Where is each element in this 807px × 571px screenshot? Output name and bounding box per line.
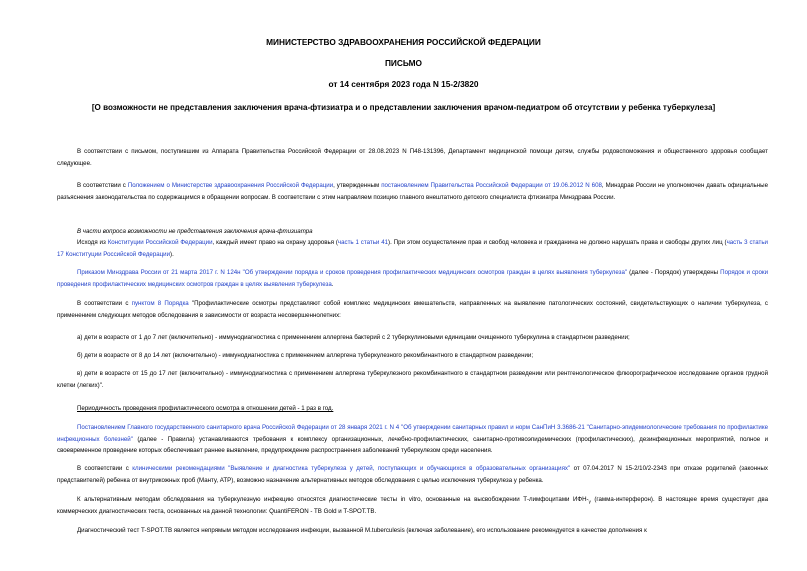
section-heading-phthisiatrician: В части вопроса возможности не представления заключения врача-фтизиатра	[77, 228, 313, 235]
list-item-c: в) дети в возрасте от 15 до 17 лет (включительно) - иммунодиагностика с применением аллергена туберкулезного рекомбинантного в стандартном разведении или рентгенологическое флюорографическое исследование органов грудной клетки (легких)".	[57, 370, 768, 389]
link-article-41[interactable]: часть 1 статьи 41	[337, 239, 389, 246]
paragraph-clause-8: В соответствии с пунктом 8 Порядка "Профилактические осмотры представляют собой комплекс медицинских вмешательств, направленных на выявление патологических состояний, свидетельствующих о наличии туберкулеза, с применением следующих методов обследования в зависимости от возраста несовершеннолетних:	[57, 300, 768, 319]
paragraph-intro: В соответствии с письмом, поступившим из Аппарата Правительства Российской Федерации от 28.08.2023 N П48-131396, Департамент медицинской помощи детям, службы родовспоможения и общественного здоровья сообщает следующее.	[57, 148, 768, 167]
link-government-decree-608[interactable]: постановлением Правительства Российской Федерации от 19.06.2012 N 608	[381, 182, 602, 189]
document-type-heading: ПИСЬМО	[384, 58, 423, 68]
paragraph-tspot-test: Диагностический тест T-SPOT.TB является непрямым методом исследования инфекции, вызванной M.tuberculesis (включая заболевание), его использование рекомендуется в качестве дополнения к	[77, 527, 647, 534]
link-article-17[interactable]: часть 3 статьи 17 Конституции Российской Федерации	[57, 239, 768, 258]
link-ministry-regulation[interactable]: Положением о Министерстве здравоохранения Российской Федерации	[127, 182, 334, 189]
list-item-b: б) дети в возрасте от 8 до 14 лет (включительно) - иммунодиагностика с применением аллергена туберкулезного рекомбинантного в стандартном разведении;	[77, 352, 534, 359]
link-order-124n[interactable]: Приказом Минздрава России от 21 марта 2017 г. N 124н "Об утверждении порядка и сроков проведения профилактических медицинских осмотров граждан в целях выявления туберкулеза"	[77, 269, 628, 276]
paragraph-sanpin: Постановлением Главного государственного санитарного врача Российской Федерации от 28 января 2021 г. N 4 "Об утверждении санитарных правил и норм СанПиН 3.3686-21 "Санитарно-эпидемиологические требования по профилактике инфекционных болезней" (далее - Правила) устанавливаются требования к комплексу организационных, лечебно-профилактических, санитарно-противоэпидемических (профилактических), дезинфекционных мероприятий, полное и своевременное проведение которых обеспечивает раннее выявление, предупреждение распространения заболеваний туберкулезом среди населения.	[57, 424, 769, 454]
document-date-heading: от 14 сентября 2023 года N 15-2/3820	[328, 79, 479, 89]
link-procedure[interactable]: Порядок и сроки проведения профилактических медицинских осмотров граждан в целях выявления туберкулеза	[57, 269, 769, 288]
document-subject-heading: [О возможности не представления заключения врача-фтизиатра и о представлении заключения врачом-педиатром об отсутствии у ребенка туберкулеза]	[91, 103, 716, 112]
paragraph-constitution: Исходя из Конституции Российской Федерации, каждый имеет право на охрану здоровья (часть 1 статьи 41). При этом осуществление прав и свобод человека и гражданина не должно нарушать права и свободы других лиц (часть 3 статьи 17 Конституции Российской Федерации).	[57, 239, 768, 258]
link-clause-8[interactable]: пунктом 8 Порядка	[131, 300, 189, 307]
link-constitution[interactable]: Конституции Российской Федерации	[107, 239, 213, 246]
paragraph-clinical-recommendations: В соответствии с клиническими рекомендациями "Выявление и диагностика туберкулеза у детей, поступающих и обучающихся в образовательных организациях" от 07.04.2017 N 15-2/10/2-2343 при отказе родителей (законных представителей) ребенка от внутрикожных проб (Манту, АТР), возможно назначение альтернативных методов обследования с целью исключения туберкулеза у ребенка.	[57, 465, 768, 484]
link-sanpin-decree[interactable]: Постановлением Главного государственного санитарного врача Российской Федерации от 28 января 2021 г. N 4 "Об утверждении санитарных правил и норм СанПиН 3.3686-21 "Санитарно-эпидемиологические требования по профилактике инфекционных болезней"	[57, 424, 768, 443]
paragraph-authority: В соответствии с Положением о Министерстве здравоохранения Российской Федерации, утвержденным постановлением Правительства Российской Федерации от 19.06.2012 N 608, Минздрав России не уполномочен давать официальные разъяснения законодательства по содержащимся в обращении вопросам. В соответствии с этим направляем позицию главного внештатного детского специалиста фтизиатра Минздрава России.	[57, 182, 768, 201]
paragraph-periodicity: Периодичность проведения профилактического осмотра в отношении детей - 1 раз в год.	[77, 405, 334, 412]
list-item-a: а) дети в возрасте от 1 до 7 лет (включительно) - иммунодиагностика с применением аллергена бактерий с 2 туберкулиновыми единицами очищенного туберкулина в стандартном разведении;	[77, 334, 630, 341]
link-clinical-recommendations[interactable]: клиническими рекомендациями "Выявление и диагностика туберкулеза у детей, поступающих и обучающихся в образовательных организациях"	[132, 465, 571, 472]
paragraph-alternative-methods: К альтернативным методам обследования на туберкулезную инфекцию относятся диагностические тесты in vitro, основанные на высвобождении Т-лимфоцитами ИФН-$_\gamma$ (гамма-интерферон). В настоящее время существует два коммерческих диагностических теста, основанных на данной технологии: QuantiFERON - TB Gold и T-SPOT.TB.	[57, 496, 768, 515]
ministry-heading: МИНИСТЕРСТВО ЗДРАВООХРАНЕНИЯ РОССИЙСКОЙ ФЕДЕРАЦИИ	[266, 37, 541, 47]
paragraph-order-124n: Приказом Минздрава России от 21 марта 2017 г. N 124н "Об утверждении порядка и сроков проведения профилактических медицинских осмотров граждан в целях выявления туберкулеза" (далее - Порядок) утверждены Порядок и сроки проведения профилактических медицинских осмотров граждан в целях выявления туберкулеза.	[57, 269, 769, 288]
